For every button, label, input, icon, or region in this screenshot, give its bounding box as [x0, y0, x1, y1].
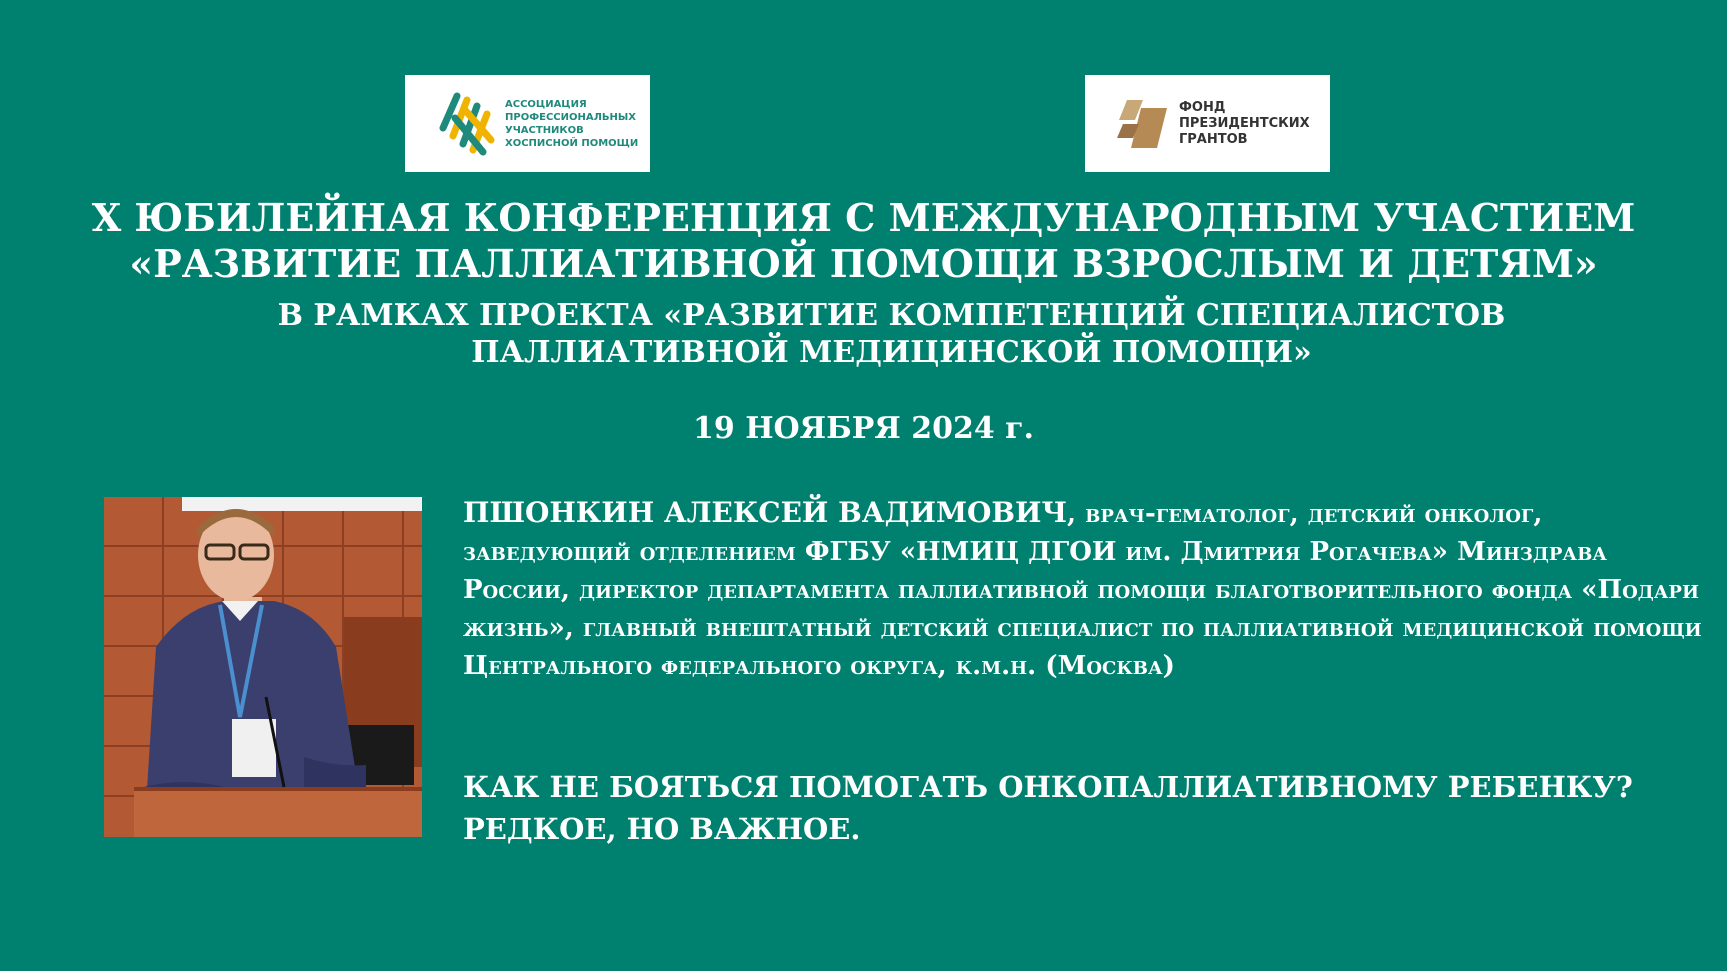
speaker-bio: [463, 494, 1703, 685]
speaker-photo: [104, 497, 422, 837]
association-logo-text: АССОЦИАЦИЯ ПРОФЕССИОНАЛЬНЫХ УЧАСТНИКОВ ХОСПИСНОЙ ПОМОЩИ: [505, 98, 639, 149]
project-subtitle-line-1: В РАМКАХ ПРОЕКТА «РАЗВИТИЕ КОМПЕТЕНЦИЙ СПЕЦИАЛИСТОВ: [277, 298, 1506, 333]
talk-title-line-2: РЕДКОЕ, НО ВАЖНОЕ.: [463, 812, 861, 846]
project-subtitle-line-2: ПАЛЛИАТИВНОЙ МЕДИЦИНСКОЙ ПОМОЩИ»: [471, 335, 1312, 370]
conference-title-line-2: «РАЗВИТИЕ ПАЛЛИАТИВНОЙ ПОМОЩИ ВЗРОСЛЫМ И ДЕТЯМ»: [129, 241, 1598, 286]
talk-title-line-1: КАК НЕ БОЯТЬСЯ ПОМОГАТЬ ОНКОПАЛЛИАТИВНОМУ РЕБЕНКУ?: [463, 770, 1633, 804]
presidential-grants-logo: [1085, 75, 1330, 172]
speaker-photo-illustration: [104, 497, 422, 837]
speaker-name: ПШОНКИН АЛЕКСЕЙ ВАДИМОВИЧ: [463, 496, 1068, 529]
presidential-grants-logo-text: ФОНД ПРЕЗИДЕНТСКИХ ГРАНТОВ: [1179, 99, 1310, 147]
talk-title: [463, 766, 1703, 850]
conference-title-line-1: X ЮБИЛЕЙНАЯ КОНФЕРЕНЦИЯ С МЕЖДУНАРОДНЫМ УЧАСТИЕМ: [91, 195, 1636, 240]
event-date-text: 19 НОЯБРЯ 2024 г.: [693, 411, 1034, 446]
event-date: [0, 409, 1727, 449]
speaker-credentials: , врач-гематолог, детский онколог, заведующий отделением ФГБУ «НМИЦ ДГОИ им. Дмитрия Рогачева» Минздрава России, директор департамента паллиативной помощи благотворительного фонда «Подари жизнь», главный внештатный детский специалист по паллиативной медицинской помощи Центрального федерального округа, к.м.н. (Москва): [463, 499, 1702, 681]
presidential-grants-emblem-icon: [1113, 98, 1169, 150]
association-logo: [405, 75, 650, 172]
association-emblem-icon: [435, 88, 497, 160]
